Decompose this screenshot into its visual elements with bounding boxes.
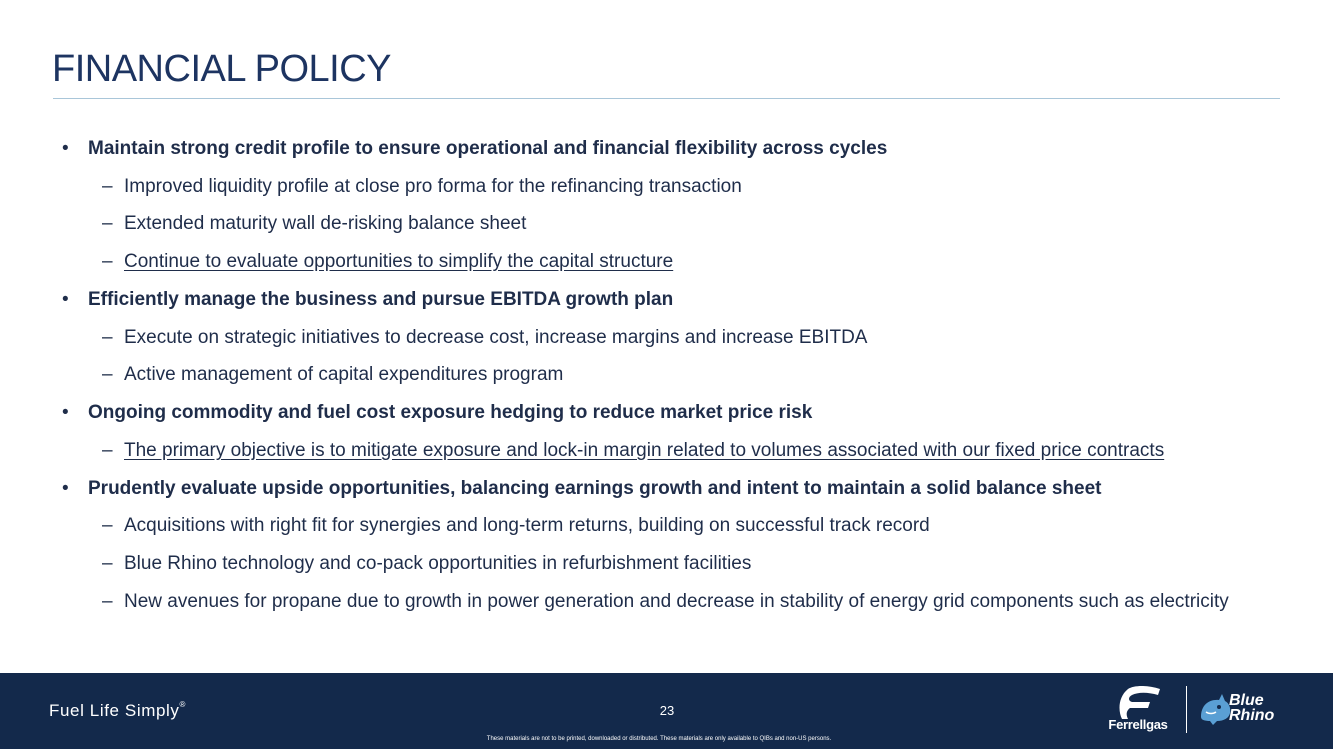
dash-marker: – xyxy=(102,364,113,385)
ferrellgas-flame-icon xyxy=(1104,683,1172,743)
sub-item: Improved liquidity profile at close pro forma for the refinancing transaction xyxy=(124,176,742,197)
sub-item-underlined: Continue to evaluate opportunities to simplify the capital structure xyxy=(124,251,674,272)
dash-marker: – xyxy=(102,591,113,612)
sub-item: New avenues for propane due to growth in power generation and decrease in stability of energy grid components such as electricity xyxy=(124,591,1229,612)
sub-item: Blue Rhino technology and co-pack opportunities in refurbishment facilities xyxy=(124,553,752,574)
bullet-marker: • xyxy=(62,289,69,310)
dash-marker: – xyxy=(102,327,113,348)
dash-marker: – xyxy=(102,515,113,536)
sub-item: Execute on strategic initiatives to decrease cost, increase margins and increase EBITDA xyxy=(124,327,868,348)
section-heading-ebitda-growth: Efficiently manage the business and pursue EBITDA growth plan xyxy=(88,289,674,310)
footer-bar xyxy=(0,673,1333,749)
dash-marker: – xyxy=(102,251,113,272)
sub-item-underlined: The primary objective is to mitigate exposure and lock-in margin related to volumes associated with our fixed price contracts xyxy=(124,440,1165,461)
page-title: FINANCIAL POLICY xyxy=(52,48,392,90)
section-heading-upside-opportunities: Prudently evaluate upside opportunities, balancing earnings growth and intent to maintain a solid balance sheet xyxy=(88,478,1102,499)
registered-mark: ® xyxy=(179,700,187,709)
tagline xyxy=(49,701,186,721)
dash-marker: – xyxy=(102,176,113,197)
dash-marker: – xyxy=(102,553,113,574)
bluerhino-line2: Rhino xyxy=(1229,707,1275,724)
sub-item: Acquisitions with right fit for synergies and long-term returns, building on successful track record xyxy=(124,515,930,536)
logo-separator xyxy=(1186,686,1187,733)
sub-item: Extended maturity wall de-risking balance sheet xyxy=(124,213,527,234)
ferrellgas-logo: Ferrellgas xyxy=(1108,717,1168,732)
dash-marker: – xyxy=(102,440,113,461)
section-heading-hedging: Ongoing commodity and fuel cost exposure hedging to reduce market price risk xyxy=(88,402,813,423)
tagline-text: Fuel Life Simply xyxy=(49,701,180,720)
bluerhino-logo xyxy=(1229,693,1274,723)
dash-marker: – xyxy=(102,213,113,234)
bluerhino-line1: Blue xyxy=(1229,692,1264,709)
bullet-marker: • xyxy=(62,138,69,159)
page-number: 23 xyxy=(659,703,675,718)
bullet-marker: • xyxy=(62,402,69,423)
section-heading-credit-profile: Maintain strong credit profile to ensure operational and financial flexibility across cycles xyxy=(88,138,888,159)
disclaimer: These materials are not to be printed, downloaded or distributed. These materials are only available to QIBs and non-US persons. xyxy=(486,736,832,742)
rhino-mascot-icon xyxy=(1198,692,1232,726)
bullet-marker: • xyxy=(62,478,69,499)
sub-item: Active management of capital expenditures program xyxy=(124,364,564,385)
